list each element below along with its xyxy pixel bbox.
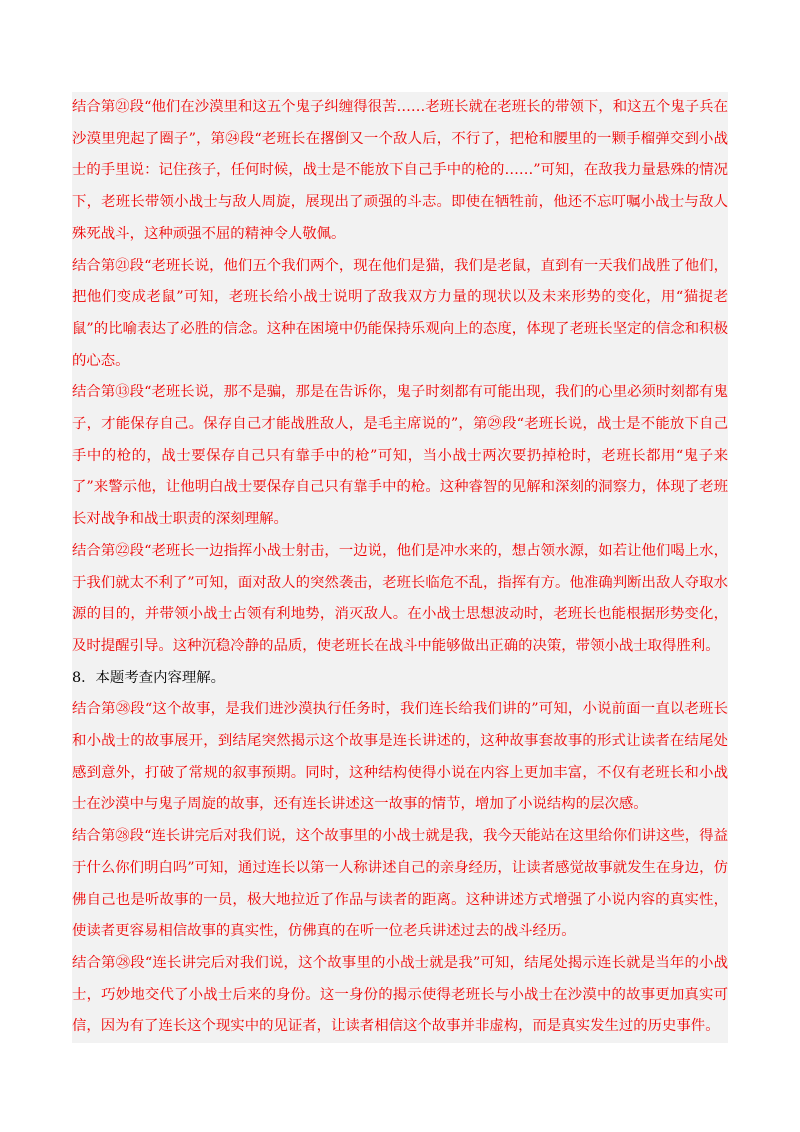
paragraph-identity: 结合第㉘段“连长讲完后对我们说，这个故事里的小战士就是我”可知，结尾处揭示连长就是当年的小战士，巧妙地交代了小战士后来的身份。这一身份的揭示使得老班长与小战士在沙漠中的故事更加真实可信，因为有了连长这个现实中的见证者，让读者相信这个故事并非虚构，而是真实发生过的历史事件。 [72,954,728,1035]
paragraph-wisdom: 结合第⑬段“老班长说，那不是骗，那是在告诉你，鬼子时刻都有可能出现，我们的心里必须时刻都有鬼子，才能保存自己。保存自己才能战胜敌人，是毛主席说的”，第㉙段“老班长说，战士是不能放下自己手中的枪的，战士要保存自己只有靠手中的枪”可知，当小战士两次要扔掉枪时，老班长都用“鬼子来了”来警示他，让他明白战士要保存自己只有靠手中的枪。这种睿智的见解和深刻的洞察力，体现了老班长对战争和战士职责的深刻理解。 [72,384,728,528]
answer-text-block [72,92,728,1043]
paragraph-composure: 结合第㉒段“老班长一边指挥小战士射击，一边说，他们是冲水来的，想占领水源，如若让他们喝上水，于我们就太不利了”可知，面对敌人的突然袭击，老班长临危不乱，指挥有方。他准确判断出敌人夺取水源的目的，并带领小战士占领有利地势，消灭敌人。在小战士思想波动时，老班长也能根据形势变化，及时提醒引导。这种沉稳冷静的品质，使老班长在战斗中能够做出正确的决策，带领小战士取得胜利。 [72,542,728,654]
paragraph-first-person: 结合第㉘段“连长讲完后对我们说，这个故事里的小战士就是我，我今天能站在这里给你们讲这些，得益于什么你们明白吗”可知，通过连长以第一人称讲述自己的亲身经历，让读者感觉故事就发生在身边，仿佛自己也是听故事的一员，极大地拉近了作品与读者的距离。这种讲述方式增强了小说内容的真实性，使读者更容易相信故事的真实性，仿佛真的在听一位老兵讲述过去的战斗经历。 [72,828,728,940]
paragraph-structure: 结合第㉘段“这个故事，是我们进沙漠执行任务时，我们连长给我们讲的”可知，小说前面一直以老班长和小战士的故事展开，到结尾突然揭示这个故事是连长讲述的，这种故事套故事的形式让读者在结尾处感到意外，打破了常规的叙事预期。同时，这种结构使得小说在内容上更加丰富，不仅有老班长和小战士在沙漠中与鬼子周旋的故事，还有连长讲述这一故事的情节，增加了小说结构的层次感。 [72,701,728,813]
question-heading: 8．本题考查内容理解。 [72,669,226,686]
paragraph-optimism: 结合第㉑段“老班长说，他们五个我们两个，现在他们是猫，我们是老鼠，直到有一天我们战胜了他们，把他们变成老鼠”可知，老班长给小战士说明了敌我双方力量的现状以及未来形势的变化，用“猫捉老鼠”的比喻表达了必胜的信念。这种在困境中仍能保持乐观向上的态度，体现了老班长坚定的信念和积极的心态。 [72,257,728,369]
paragraph-endurance: 结合第㉑段“他们在沙漠里和这五个鬼子纠缠得很苦……老班长就在老班长的带领下，和这五个鬼子兵在沙漠里兜起了圈子”，第㉔段“老班长在撂倒又一个敌人后，不行了，把枪和腰里的一颗手榴弹交到小战士的手里说：记住孩子，任何时候，战士是不能放下自己手中的枪的……”可知，在敌我力量悬殊的情况下，老班长带领小战士与敌人周旋，展现出了顽强的斗志。即使在牺牲前，他还不忘叮嘱小战士与敌人殊死战斗，这种顽强不屈的精神令人敬佩。 [72,99,728,242]
